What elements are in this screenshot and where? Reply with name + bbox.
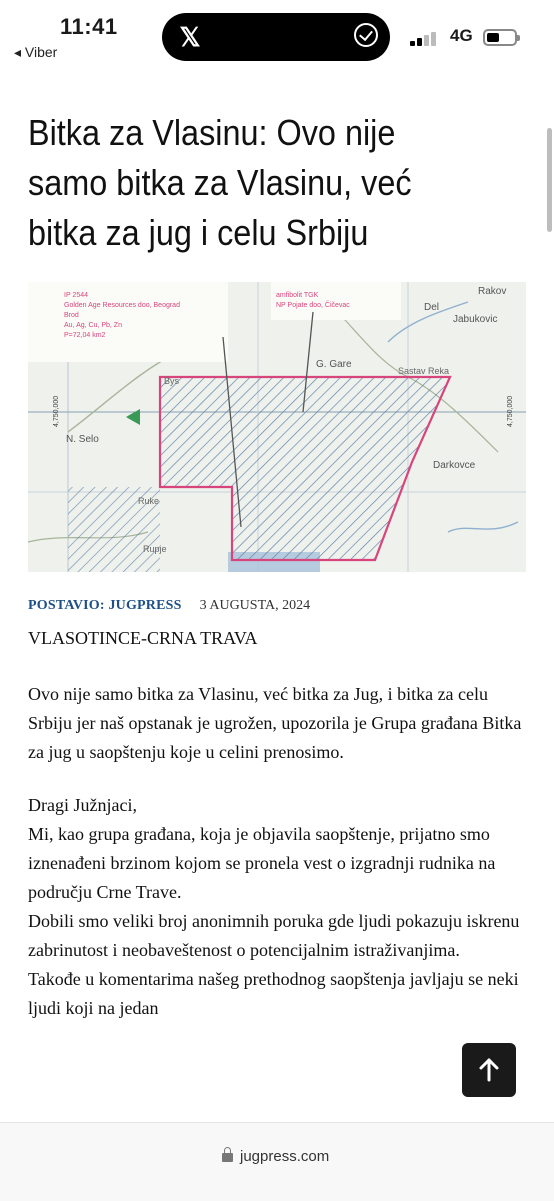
- article-paragraph: Mi, kao grupa građana, koja je objavila saopštenje, prijatno smo iznenađeni brzinom kojom se pronela vest o izgradnji rudnika na području Crne Trave.: [28, 824, 496, 902]
- back-to-viber-link[interactable]: ◂ Viber: [14, 44, 58, 60]
- svg-text:4,750,000: 4,750,000: [507, 395, 514, 427]
- svg-text:Rupje: Rupje: [143, 544, 167, 554]
- article-meta: [28, 598, 310, 614]
- svg-text:Rakov: Rakov: [478, 286, 507, 297]
- publish-date: 3 AUGUSTA, 2024: [199, 598, 311, 613]
- signal-icon: [410, 30, 442, 46]
- svg-text:G. Gare: G. Gare: [316, 359, 352, 370]
- article-location: VLASOTINCE-CRNA TRAVA: [28, 628, 258, 648]
- author-link[interactable]: POSTAVIO: JUGPRESS: [28, 598, 182, 613]
- arrow-up-icon: [475, 1056, 503, 1084]
- check-circle-icon: [354, 23, 378, 47]
- svg-text:P=72,04 km2: P=72,04 km2: [64, 332, 106, 339]
- article-body: [28, 680, 528, 1023]
- article-paragraph: Dobili smo veliki broj anonimnih poruka gde ljudi pokazuju iskrenu zabrinutost i neobaveštenost o potencijalnim istraživanjima.: [28, 911, 520, 960]
- article-paragraph: Dragi Južnjaci,: [28, 795, 137, 815]
- svg-text:Bys: Bys: [164, 376, 180, 386]
- svg-text:Brod: Brod: [64, 312, 79, 319]
- article-map-image: [28, 282, 526, 572]
- article-title: Bitka za Vlasinu: Ovo nije samo bitka za Vlasinu, već bitka za jug i celu Srbiju: [28, 112, 412, 253]
- clock: 11:41: [60, 14, 118, 39]
- browser-url-bar[interactable]: [0, 1122, 554, 1201]
- svg-text:Golden Age Resources doo, Beog: Golden Age Resources doo, Beograd: [64, 302, 180, 309]
- svg-text:Jabukovic: Jabukovic: [453, 314, 498, 325]
- svg-text:Darkovce: Darkovce: [433, 460, 476, 471]
- article-paragraph: Takođe u komentarima našeg prethodnog saopštenja javljaju se neki ljudi koji na jedan: [28, 969, 519, 1018]
- svg-text:NP Pojate doo, Čičevac: NP Pojate doo, Čičevac: [276, 302, 350, 309]
- scroll-to-top-button[interactable]: [462, 1043, 516, 1097]
- article-intro: Ovo nije samo bitka za Vlasinu, već bitka za Jug, i bitka za celu Srbiju jer naš opstanak je ugrožen, upozorila je Grupa građana Bitka za jug u saopštenju koje u celini prenosimo.: [28, 684, 522, 762]
- svg-text:Sastav Reka: Sastav Reka: [398, 366, 450, 376]
- svg-text:amfibolit TGK: amfibolit TGK: [276, 292, 319, 299]
- x-logo-icon: 𝕏: [179, 22, 201, 52]
- svg-text:IP 2544: IP 2544: [64, 292, 89, 299]
- status-bar: [0, 0, 554, 64]
- svg-text:4,750,000: 4,750,000: [53, 395, 60, 427]
- url-text[interactable]: jugpress.com: [240, 1148, 330, 1165]
- lock-icon: [222, 1153, 233, 1162]
- svg-text:Au, Ag, Cu, Pb, Zn: Au, Ag, Cu, Pb, Zn: [64, 322, 122, 329]
- scrollbar[interactable]: [547, 128, 552, 232]
- svg-text:Del: Del: [424, 302, 440, 313]
- svg-text:N. Selo: N. Selo: [66, 434, 99, 445]
- svg-text:Ruke: Ruke: [138, 496, 160, 506]
- battery-icon: [483, 29, 517, 46]
- network-type: 4G: [450, 26, 473, 45]
- dynamic-island[interactable]: [162, 13, 390, 61]
